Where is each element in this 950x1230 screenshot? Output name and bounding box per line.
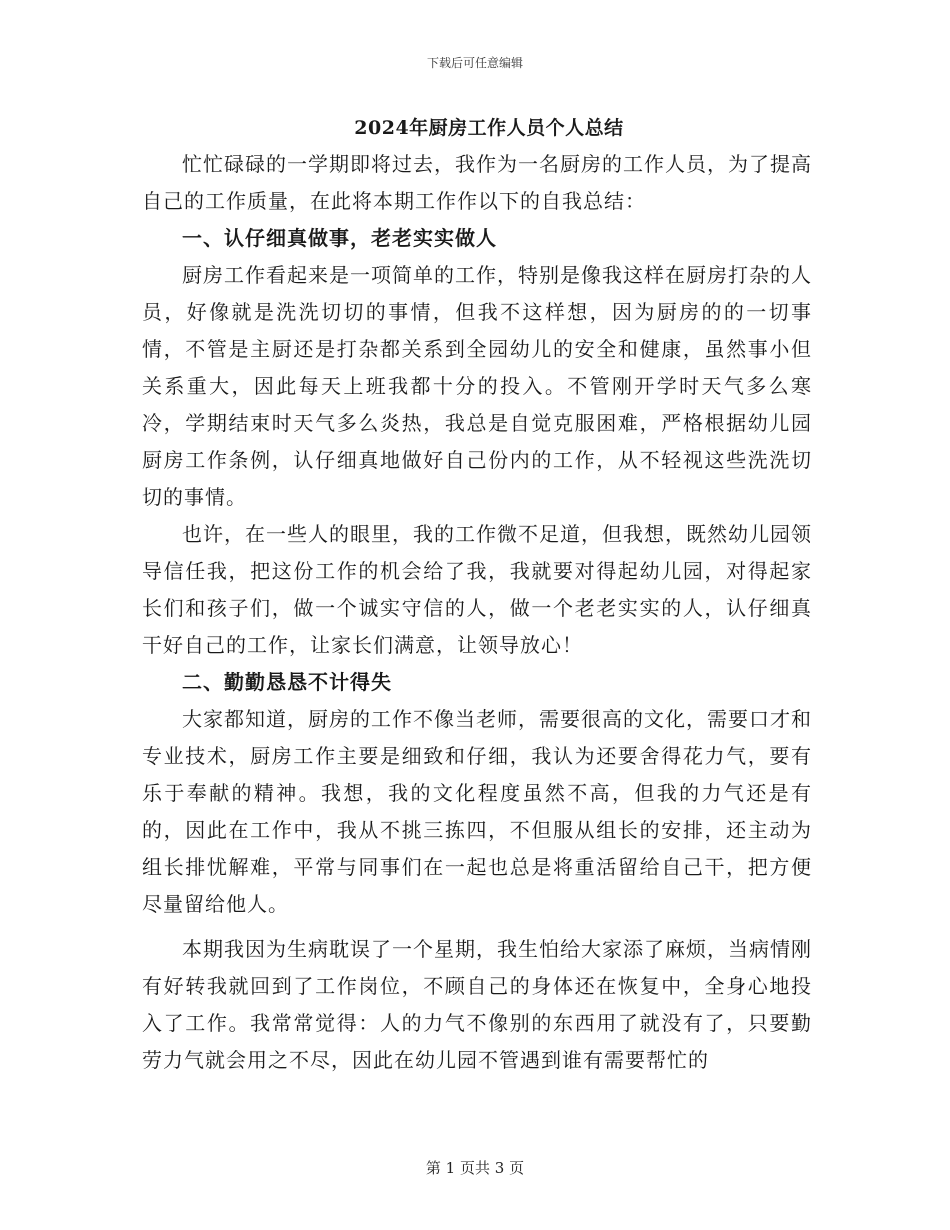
section-2-paragraph-2: 本期我因为生病耽误了一个星期，我生怕给大家添了麻烦，当病情刚有好转我就回到了工作岗位，不顾自己的身体还在恢复中，全身心地投入了工作。我常常觉得：人的力气不像别的东西用了就没有了，只要勤劳力气就会用之不尽，因此在幼儿园不管遇到谁有需要帮忙的 xyxy=(142,937,812,1072)
section-1-paragraph-2: 也许，在一些人的眼里，我的工作微不足道，但我想，既然幼儿园领导信任我，把这份工作的机会给了我，我就要对得起幼儿园，对得起家长们和孩子们，做一个诚实守信的人，做一个老老实实的人，认仔细真干好自己的工作，让家长们满意，让领导放心！ xyxy=(142,522,812,657)
page-header-note: 下载后可任意编辑 xyxy=(426,56,523,70)
page-number: 第 1 页共 3 页 xyxy=(425,1159,525,1177)
document-body xyxy=(142,110,812,1079)
section-1-heading: 一、认仔细真做事，老老实实做人 xyxy=(182,226,497,250)
document-title: 2024年厨房工作人员个人总结 xyxy=(354,117,624,139)
section-2-heading: 二、勤勤恳恳不计得失 xyxy=(182,670,392,694)
section-2-paragraph-1: 大家都知道，厨房的工作不像当老师，需要很高的文化，需要口才和专业技术，厨房工作主要是细致和仔细，我认为还要舍得花力气，要有乐于奉献的精神。我想，我的文化程度虽然不高，但我的力气还是有的，因此在工作中，我从不挑三拣四，不但服从组长的安排，还主动为组长排忧解难，平常与同事们在一起也总是将重活留给自己干，把方便尽量留给他人。 xyxy=(142,707,812,916)
intro-paragraph: 忙忙碌碌的一学期即将过去，我作为一名厨房的工作人员，为了提高自己的工作质量，在此将本期工作作以下的自我总结： xyxy=(142,152,812,213)
section-1-paragraph-1: 厨房工作看起来是一项简单的工作，特别是像我这样在厨房打杂的人员，好像就是洗洗切切的事情，但我不这样想，因为厨房的的一切事情，不管是主厨还是打杂都关系到全园幼儿的安全和健康，虽然事小但关系重大，因此每天上班我都十分的投入。不管刚开学时天气多么寒冷，学期结束时天气多么炎热，我总是自觉克服困难，严格根据幼儿园厨房工作条例，认仔细真地做好自己份内的工作，从不轻视这些洗洗切切的事情。 xyxy=(142,263,812,509)
